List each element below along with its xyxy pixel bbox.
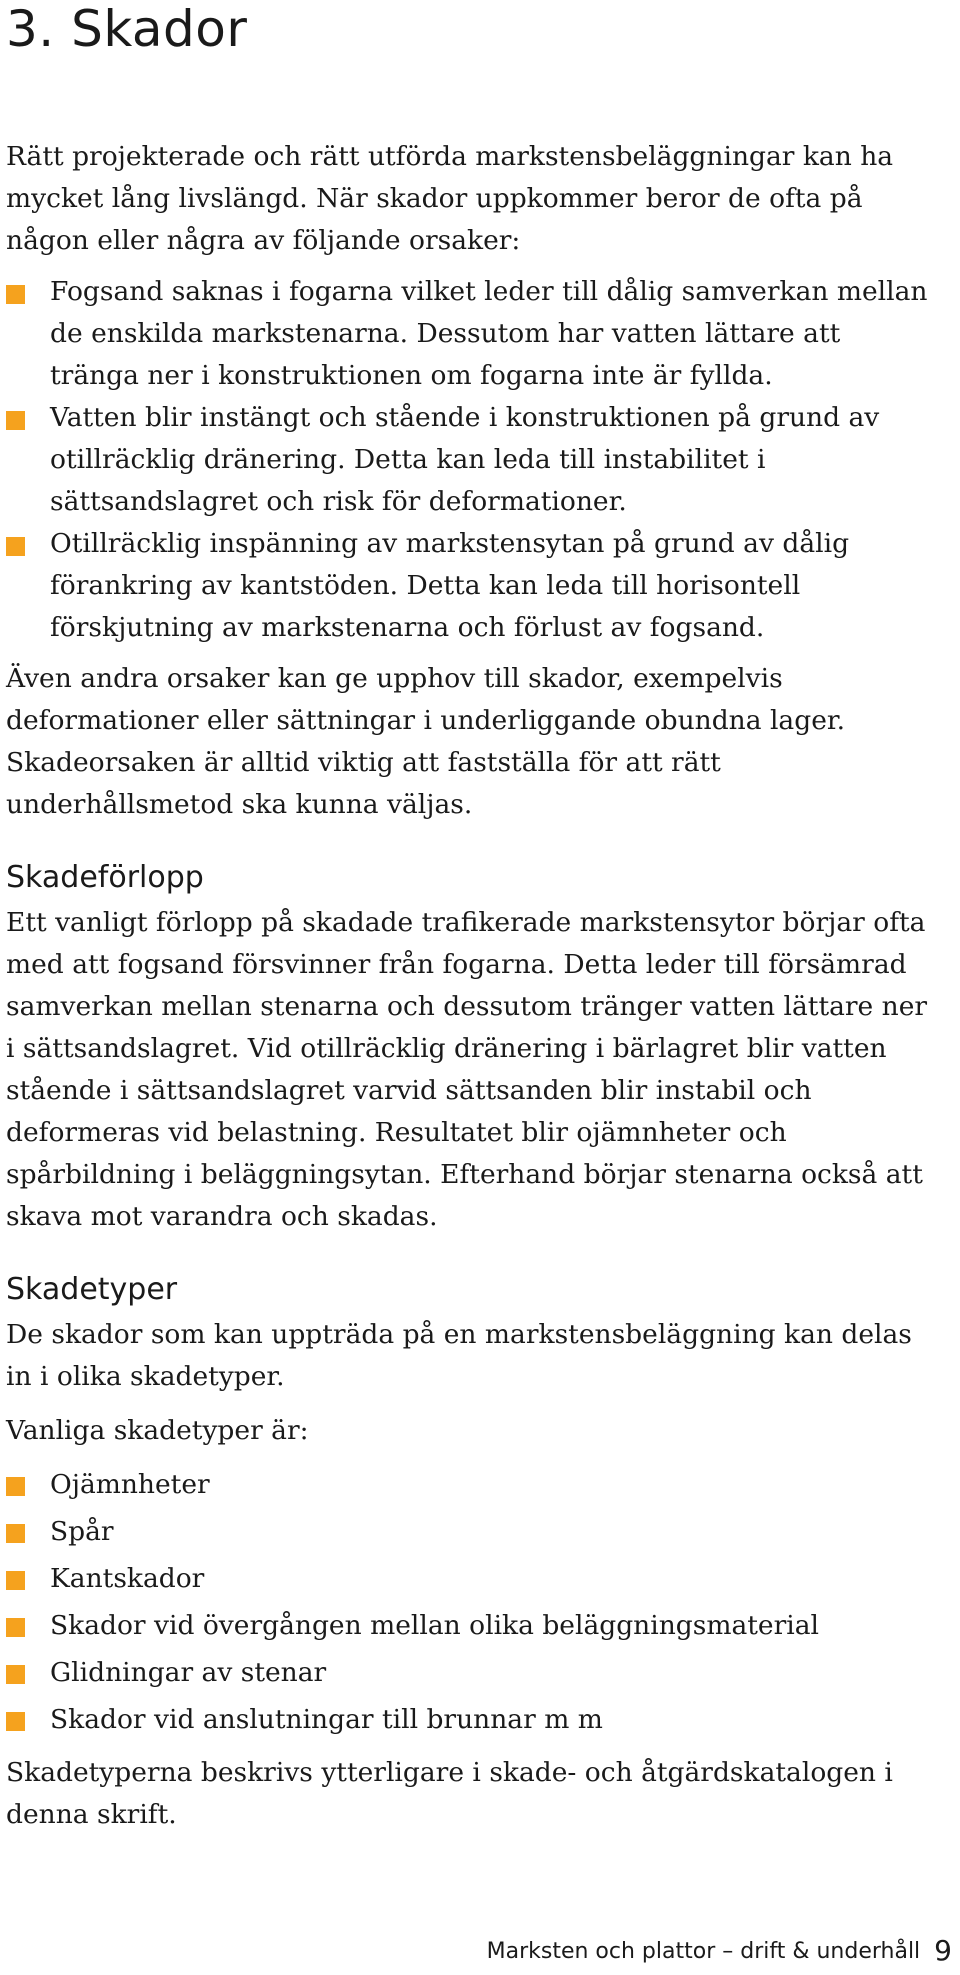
square-bullet-icon: [6, 1712, 25, 1731]
square-bullet-icon: [6, 1571, 25, 1590]
page-footer: [487, 1936, 952, 1967]
skadetyper-list-intro: Vanliga skadetyper är:: [6, 1415, 309, 1446]
list-item: [6, 1602, 936, 1649]
other-causes-paragraph: Även andra orsaker kan ge upphov till skador, exempelvis deformationer eller sättningar i underliggande obundna lager. Skadeorsaken är alltid viktig att fastställa för att rätt underhållsmetod ska kunna väljas.: [6, 663, 846, 820]
list-item: [6, 1461, 936, 1508]
list-item: [6, 271, 936, 397]
footer-title: Marksten och plattor – drift & underhåll: [486, 1939, 921, 1964]
section-heading-skadeforlopp: Skadeförlopp: [6, 860, 204, 895]
damage-types-list: [6, 1461, 936, 1743]
list-item-text: Spår: [50, 1516, 114, 1547]
closing-paragraph: Skadetyperna beskrivs ytterligare i skade- och åtgärdskatalogen i denna skrift.: [6, 1757, 893, 1830]
list-item: [6, 523, 936, 649]
intro-paragraph: Rätt projekterade och rätt utförda markstensbeläggningar kan ha mycket lång livslängd. När skador uppkommer beror de ofta på någon eller några av följande orsaker:: [6, 141, 894, 256]
list-item: [6, 397, 936, 523]
list-item: [6, 1508, 936, 1555]
list-item-text: Vatten blir instängt och stående i konstruktionen på grund av otillräcklig dränering. Detta kan leda till instabilitet i sättsandslagret och risk för deformationer.: [50, 402, 880, 517]
square-bullet-icon: [6, 1477, 25, 1496]
square-bullet-icon: [6, 285, 25, 304]
list-item-text: Otillräcklig inspänning av markstensytan på grund av dålig förankring av kantstöden. Detta kan leda till horisontell förskjutning av markstenarna och förlust av fogsand.: [50, 528, 850, 643]
square-bullet-icon: [6, 1618, 25, 1637]
skadeforlopp-paragraph: Ett vanligt förlopp på skadade trafikerade markstensytor börjar ofta med att fogsand försvinner från fogarna. Detta leder till försämrad samverkan mellan stenarna och dessutom tränger vatten lättare ner i sättsandslagret. Vid otillräcklig dränering i bärlagret blir vatten stående i sättsandslagret varvid sättsanden blir instabil och deformeras vid belastning. Resultatet blir ojämnheter och spårbildning i beläggningsytan. Efterhand börjar stenarna också att skava mot varandra och skadas.: [6, 907, 928, 1232]
list-item-text: Kantskador: [50, 1563, 205, 1594]
skadetyper-paragraph: De skador som kan uppträda på en markstensbeläggning kan delas in i olika skadetyper.: [6, 1319, 912, 1392]
square-bullet-icon: [6, 537, 25, 556]
square-bullet-icon: [6, 1665, 25, 1684]
section-heading-skadetyper: Skadetyper: [6, 1272, 178, 1307]
list-item-text: Fogsand saknas i fogarna vilket leder till dålig samverkan mellan de enskilda markstenarna. Dessutom har vatten lättare att tränga ner i konstruktionen om fogarna inte är fyllda.: [50, 276, 928, 391]
page-number: 9: [934, 1934, 952, 1967]
list-item: [6, 1555, 936, 1602]
list-item-text: Glidningar av stenar: [50, 1657, 327, 1688]
page-body: [6, 136, 936, 1836]
list-item-text: Skador vid anslutningar till brunnar m m: [50, 1704, 603, 1735]
square-bullet-icon: [6, 411, 25, 430]
causes-list: [6, 271, 936, 649]
square-bullet-icon: [6, 1524, 25, 1543]
list-item-text: Skador vid övergången mellan olika beläggningsmaterial: [50, 1610, 820, 1641]
list-item: [6, 1649, 936, 1696]
list-item-text: Ojämnheter: [50, 1469, 210, 1500]
list-item: [6, 1696, 936, 1743]
chapter-title: 3. Skador: [6, 0, 248, 58]
